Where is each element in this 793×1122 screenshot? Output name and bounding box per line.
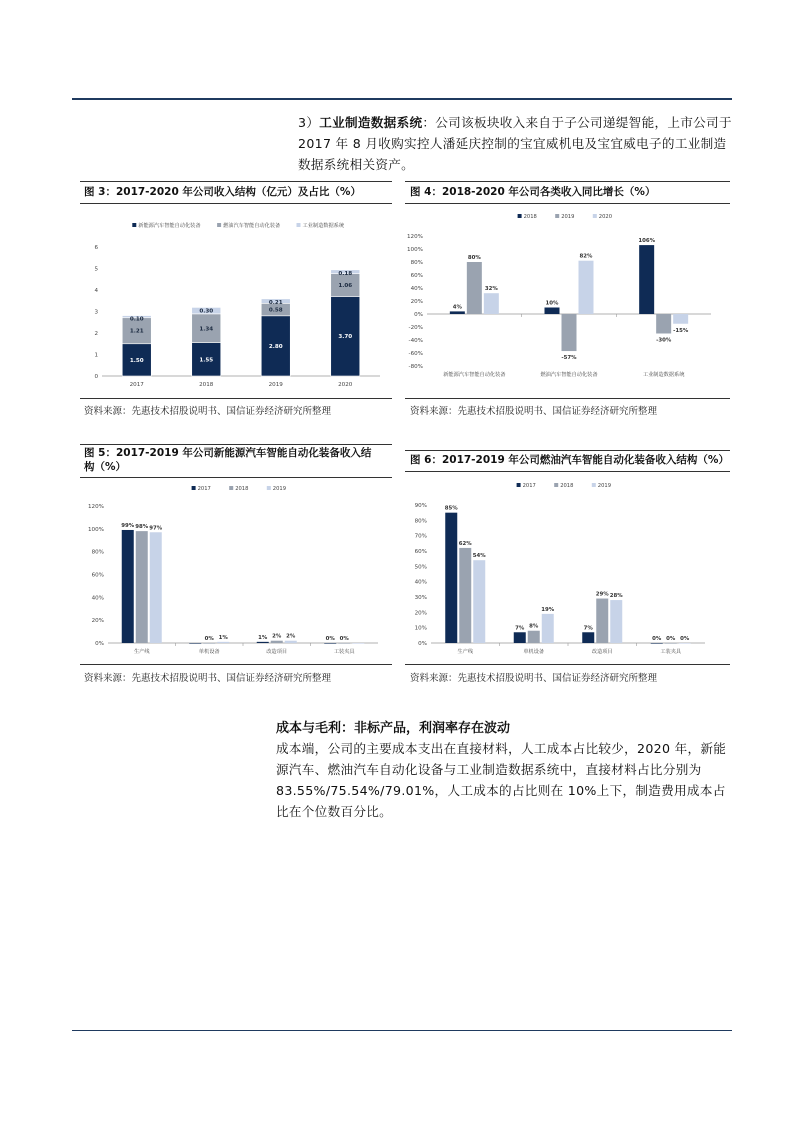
bar-fig4-1-1 [562, 314, 577, 351]
bar-label-fig4-0-0: 4% [452, 304, 462, 311]
bar-fig5-1-2 [217, 642, 229, 643]
bar-label-fig3-2020-0: 3.70 [338, 334, 353, 341]
bar-label-fig4-1-2: 82% [579, 253, 593, 260]
fig5-top-rule [80, 444, 392, 445]
y-tick-fig4-6: 40% [410, 286, 423, 292]
x-tick-fig4-1: 燃油汽车智能自动化装备 [540, 372, 598, 378]
fig6-top-rule [405, 450, 730, 451]
bar-fig4-2-2 [673, 314, 688, 324]
bar-label-fig3-2018-0: 1.55 [199, 357, 214, 364]
fig5-bottom-rule [80, 664, 392, 665]
y-tick-fig5-4: 80% [91, 549, 104, 556]
paragraph-industrial-data-system [298, 112, 732, 175]
x-tick-fig5-2: 改造项目 [266, 649, 288, 655]
x-tick-fig3-0: 2017 [129, 382, 144, 388]
y-tick-fig5-0: 0% [95, 641, 104, 647]
bar-fig5-2-0 [257, 642, 269, 643]
bar-label-fig3-2019-1: 0.58 [268, 307, 283, 314]
legend-label-fig3-1: 燃油汽车智能自动化装备 [223, 223, 281, 229]
bar-label-fig4-2-0: 106% [638, 238, 655, 245]
bar-label-fig3-2017-1: 1.21 [129, 328, 144, 335]
y-tick-fig3-3: 3 [94, 309, 98, 316]
legend-label-fig6-2: 2019 [597, 483, 612, 489]
paragraph-lead: 工业制造数据系统 [319, 115, 423, 130]
y-tick-fig4-4: 0% [414, 312, 423, 318]
fig4-svg [405, 205, 730, 395]
y-tick-fig6-9: 90% [414, 503, 427, 509]
bar-label-fig3-2018-1: 1.34 [199, 326, 214, 333]
fig6-chart [405, 473, 730, 662]
x-tick-fig4-0: 新能源汽车智能自动化装备 [443, 372, 506, 378]
y-tick-fig5-3: 60% [91, 572, 104, 579]
fig5-source: 资料来源：先惠技术招股说明书、国信证券经济研究所整理 [84, 673, 332, 684]
bar-label-fig4-2-2: -15% [673, 327, 689, 334]
legend-swatch-fig3-2 [297, 223, 301, 227]
y-tick-fig6-1: 10% [414, 625, 427, 632]
y-tick-fig4-8: 80% [410, 260, 423, 266]
bar-fig6-3-2 [679, 643, 691, 644]
bar-fig4-0-2 [484, 293, 499, 314]
legend-label-fig4-2: 2020 [598, 214, 613, 220]
bar-label-fig6-2-0: 7% [583, 625, 593, 632]
bar-label-fig5-2-1: 2% [272, 633, 282, 640]
bar-label-fig5-1-1: 0% [204, 636, 214, 642]
bar-label-fig6-2-2: 28% [609, 593, 623, 600]
bar-fig4-0-1 [467, 262, 482, 314]
bar-label-fig3-2019-2: 0.21 [268, 299, 283, 306]
bar-fig6-3-0 [651, 643, 663, 644]
fig3-source: 资料来源：先惠技术招股说明书、国信证券经济研究所整理 [84, 406, 332, 417]
legend-swatch-fig4-0 [518, 214, 522, 218]
x-tick-fig5-3: 工装夹具 [333, 649, 355, 655]
bar-fig4-2-1 [656, 314, 671, 334]
fig4-source: 资料来源：先惠技术招股说明书、国信证券经济研究所整理 [410, 406, 658, 417]
fig3-bottom-rule [80, 398, 392, 399]
y-tick-fig6-5: 50% [414, 564, 427, 571]
y-tick-fig4-5: 20% [410, 299, 423, 305]
bar-fig5-0-2 [150, 532, 162, 643]
bar-label-fig3-2017-2: 0.10 [129, 316, 144, 323]
fig3-title: 图 3：2017-2020 年公司收入结构（亿元）及占比（%） [84, 186, 361, 198]
bar-fig6-1-1 [528, 631, 540, 643]
legend-swatch-fig3-0 [132, 223, 136, 227]
x-tick-fig5-0: 生产线 [133, 649, 150, 655]
legend-label-fig4-1: 2019 [561, 214, 575, 220]
bar-fig6-0-0 [445, 513, 457, 643]
legend-swatch-fig4-2 [593, 214, 597, 218]
bar-fig5-1-1 [203, 643, 215, 644]
bar-label-fig4-2-1: -30% [656, 337, 672, 344]
x-tick-fig6-2: 改造项目 [591, 649, 613, 655]
bar-label-fig4-1-0: 10% [545, 300, 559, 307]
bar-label-fig6-2-1: 29% [595, 591, 609, 598]
bar-fig5-1-0 [189, 643, 201, 644]
legend-label-fig3-2: 工业制造数据系统 [302, 223, 345, 229]
bar-fig6-2-0 [582, 632, 594, 643]
legend-swatch-fig6-1 [554, 483, 558, 487]
fig6-svg [405, 473, 730, 662]
legend-label-fig5-0: 2017 [197, 486, 211, 492]
x-tick-fig3-3: 2020 [338, 382, 353, 388]
bar-fig5-0-1 [136, 531, 148, 643]
bar-label-fig5-1-2: 1% [218, 634, 228, 641]
bar-label-fig4-0-2: 32% [484, 286, 498, 293]
y-tick-fig4-1: -60% [408, 351, 423, 357]
y-tick-fig6-4: 40% [414, 579, 427, 586]
y-tick-fig3-6: 6 [94, 245, 98, 251]
x-tick-fig4-2: 工业制造数据系统 [642, 372, 685, 378]
y-tick-fig6-6: 60% [414, 549, 427, 555]
y-tick-fig3-5: 5 [94, 266, 98, 273]
bar-fig6-2-2 [610, 600, 622, 643]
bar-label-fig5-2-2: 2% [286, 633, 296, 640]
legend-swatch-fig6-2 [592, 483, 596, 487]
bar-fig6-1-2 [542, 614, 554, 643]
y-tick-fig4-3: -20% [408, 325, 423, 331]
bar-label-fig5-0-0: 99% [121, 522, 135, 529]
legend-label-fig4-0: 2018 [523, 214, 537, 220]
bar-fig5-3-0 [324, 643, 336, 644]
bar-label-fig6-3-2: 0% [680, 636, 690, 642]
bar-label-fig3-2020-2: 0.18 [338, 270, 353, 277]
paragraph-text: 公司该板块收入来自于子公司递缇智能，上市公司于 2017 年 8 月收购实控人潘延庆控制的宝宜威机电及宝宜威电子的工业制造数据系统相关资产。 [298, 115, 732, 172]
legend-label-fig5-1: 2018 [235, 486, 249, 492]
y-tick-fig5-2: 40% [91, 595, 104, 602]
bar-label-fig5-3-1: 0% [339, 636, 349, 642]
bar-label-fig6-0-0: 85% [444, 505, 458, 512]
y-tick-fig4-2: -40% [408, 338, 423, 344]
bar-label-fig3-2017-0: 1.50 [129, 357, 144, 364]
bar-fig5-3-2 [352, 643, 364, 644]
legend-swatch-fig5-1 [229, 486, 233, 490]
fig3-title-rule [80, 203, 392, 204]
y-tick-fig6-0: 0% [418, 641, 427, 647]
bar-fig4-2-0 [639, 245, 654, 314]
x-tick-fig3-1: 2018 [199, 382, 214, 388]
header-rule [72, 98, 732, 100]
paragraph-number: 3） [298, 115, 320, 130]
fig6-title-rule [405, 471, 730, 472]
fig6-bottom-rule [405, 664, 730, 665]
legend-swatch-fig5-2 [267, 486, 271, 490]
bar-fig4-1-0 [545, 308, 560, 315]
section-title: 成本与毛利：非标产品，利润率存在波动 [276, 721, 511, 736]
legend-label-fig3-0: 新能源汽车智能自动化装备 [138, 223, 201, 229]
bar-label-fig6-0-1: 62% [458, 540, 472, 547]
x-tick-fig6-0: 生产线 [457, 649, 474, 655]
bar-fig6-1-0 [514, 632, 526, 643]
y-tick-fig4-10: 120% [407, 234, 423, 240]
y-tick-fig3-2: 2 [94, 331, 98, 337]
section-paragraph: 成本端，公司的主要成本支出在直接材料，人工成本占比较少，2020 年，新能源汽车、燃油汽车自动化设备与工业制造数据系统中，直接材料占比分别为 83.55%/75.54%/79.01%，人工成本的占比则在 10%上下，制造费用成本占比在个位数百分比。 [276, 741, 727, 819]
fig5-title-line2: 构（%） [84, 461, 127, 473]
bar-label-fig4-0-1: 80% [467, 255, 481, 261]
y-tick-fig5-6: 120% [88, 504, 104, 510]
y-tick-fig3-0: 0 [94, 374, 98, 380]
fig6-source: 资料来源：先惠技术招股说明书、国信证券经济研究所整理 [410, 673, 658, 684]
fig5-chart [80, 479, 392, 662]
bar-label-fig5-2-0: 1% [258, 634, 268, 641]
fig6-title: 图 6：2017-2019 年公司燃油汽车智能自动化装备收入结构（%） [410, 454, 729, 466]
bar-label-fig5-3-0: 0% [325, 636, 335, 642]
bar-fig5-3-1 [338, 643, 350, 644]
y-tick-fig5-5: 100% [88, 526, 104, 533]
y-tick-fig4-7: 60% [410, 273, 423, 279]
fig4-chart [405, 205, 730, 395]
bar-fig6-2-1 [596, 599, 608, 643]
bar-label-fig6-1-0: 7% [515, 625, 525, 632]
bar-label-fig6-0-2: 54% [472, 553, 486, 560]
fig4-title-rule [405, 203, 730, 204]
fig3-svg [80, 205, 392, 395]
fig5-title-line1: 图 5：2017-2019 年公司新能源汽车智能自动化装备收入结 [84, 447, 372, 459]
bar-label-fig5-0-2: 97% [149, 525, 163, 532]
y-tick-fig6-2: 20% [414, 610, 427, 617]
bar-fig6-0-1 [459, 548, 471, 643]
bar-label-fig3-2018-2: 0.30 [199, 308, 214, 315]
bar-fig5-2-2 [285, 641, 297, 643]
y-tick-fig6-3: 30% [414, 595, 427, 601]
bar-fig4-0-0 [450, 311, 465, 314]
bar-label-fig6-1-2: 19% [541, 606, 555, 613]
bar-label-fig6-1-1: 8% [529, 623, 539, 630]
legend-swatch-fig5-0 [192, 486, 196, 490]
x-tick-fig6-3: 工装夹具 [660, 649, 682, 655]
fig4-title: 图 4：2018-2020 年公司各类收入同比增长（%） [410, 186, 656, 198]
y-tick-fig3-4: 4 [94, 288, 98, 294]
legend-label-fig6-0: 2017 [522, 483, 536, 489]
footer-rule [72, 1030, 732, 1031]
bar-fig4-1-2 [579, 261, 594, 314]
y-tick-fig4-9: 100% [407, 247, 423, 253]
fig3-chart [80, 205, 392, 395]
y-tick-fig6-7: 70% [414, 533, 427, 540]
fig3-top-rule [80, 181, 392, 182]
legend-swatch-fig4-1 [555, 214, 559, 218]
x-tick-fig6-1: 单机设备 [523, 649, 545, 655]
legend-label-fig6-1: 2018 [560, 483, 574, 489]
fig4-top-rule [405, 181, 730, 182]
y-tick-fig3-1: 1 [94, 352, 98, 359]
bar-label-fig3-2019-0: 2.80 [268, 343, 283, 350]
x-tick-fig5-1: 单机设备 [198, 649, 220, 655]
legend-swatch-fig3-1 [217, 223, 221, 227]
fig5-title-rule [80, 477, 392, 478]
bar-fig6-3-1 [665, 643, 677, 644]
bar-fig6-0-2 [473, 560, 485, 643]
bar-label-fig3-2020-1: 1.06 [338, 283, 353, 290]
y-tick-fig4-0: -80% [408, 364, 423, 370]
y-tick-fig5-1: 20% [91, 618, 104, 625]
x-tick-fig3-2: 2019 [268, 382, 283, 388]
fig5-svg [80, 479, 392, 662]
legend-swatch-fig6-0 [517, 483, 521, 487]
legend-label-fig5-2: 2019 [272, 486, 287, 492]
y-tick-fig6-8: 80% [414, 518, 427, 525]
bar-fig5-2-1 [271, 641, 283, 643]
bar-fig5-0-0 [122, 530, 134, 643]
fig4-bottom-rule [405, 398, 730, 399]
bar-label-fig6-3-1: 0% [666, 636, 676, 642]
bar-label-fig5-0-1: 98% [135, 524, 149, 531]
paragraph-colon: ： [422, 115, 436, 130]
bar-label-fig4-1-1: -57% [561, 355, 577, 362]
bar-label-fig6-3-0: 0% [652, 636, 662, 642]
